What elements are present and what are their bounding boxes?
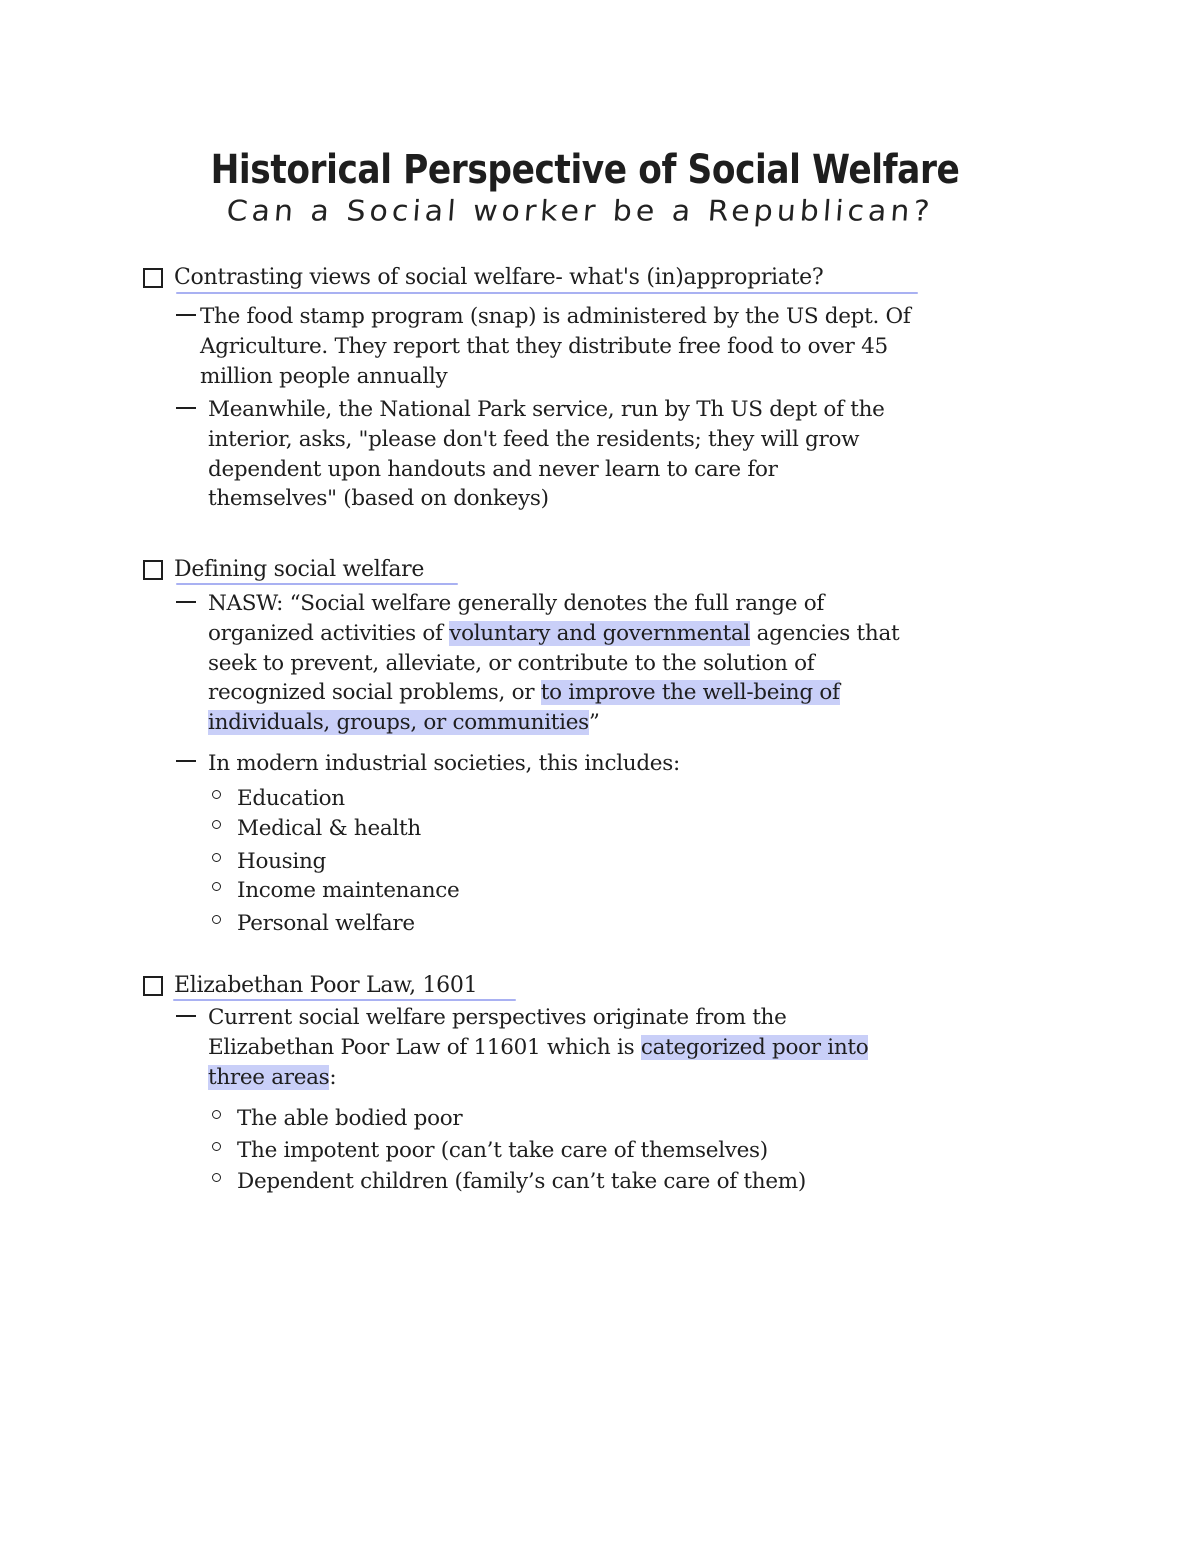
circle-bullet [212, 915, 221, 924]
paragraph-national-park [208, 395, 885, 514]
circle-bullet [212, 790, 221, 799]
text-line: Meanwhile, the National Park service, run by Th US dept of the [208, 397, 885, 422]
dash-bullet [176, 1015, 196, 1017]
section-checkbox[interactable] [143, 560, 163, 580]
text-line: themselves" (based on donkeys) [208, 486, 549, 512]
circle-bullet [212, 853, 221, 862]
list-item [212, 788, 345, 810]
text-line: The food stamp program (snap) is administered by the US dept. Of [200, 304, 911, 329]
text-line [208, 1033, 868, 1063]
list-item-text: Education [237, 786, 345, 811]
circle-bullet [212, 820, 221, 829]
list-item [212, 1171, 806, 1193]
section-contrasting-views [143, 267, 823, 289]
circle-bullet [212, 1110, 221, 1119]
text-line: Agriculture. They report that they distribute free food to over 45 [200, 333, 888, 359]
dash-bullet [176, 407, 196, 409]
section-heading: Contrasting views of social welfare- what's (in)appropriate? [174, 265, 824, 290]
list-item [212, 1140, 768, 1162]
dash-bullet [176, 760, 196, 762]
text-segment: : [329, 1064, 337, 1090]
circle-bullet [212, 882, 221, 891]
text-segment: agencies that [750, 620, 900, 646]
highlighted-text: three areas [208, 1064, 330, 1090]
list-item [212, 880, 459, 902]
text-line: In modern industrial societies, this includes: [208, 751, 680, 776]
text-line [208, 708, 899, 738]
section-defining-social-welfare [143, 559, 424, 581]
text-line [208, 678, 899, 708]
list-item [212, 913, 415, 935]
text-segment: organized activities of [208, 620, 450, 646]
heading-underline [173, 999, 516, 1001]
highlighted-text: to improve the well-being of [540, 680, 840, 706]
heading-underline [176, 583, 458, 585]
paragraph-nasw-definition [208, 589, 899, 738]
text-segment: ” [588, 710, 600, 736]
text-line: dependent upon handouts and never learn to care for [208, 456, 778, 482]
list-item-text: The able bodied poor [237, 1106, 463, 1131]
text-line: NASW: “Social welfare generally denotes the full range of [208, 591, 824, 616]
list-item [212, 851, 326, 873]
text-line: million people annually [200, 363, 448, 389]
list-item-text: Medical & health [237, 816, 421, 841]
list-item [212, 1108, 462, 1130]
dash-bullet [176, 601, 196, 603]
highlighted-text: categorized poor into [640, 1034, 869, 1060]
section-checkbox[interactable] [143, 976, 163, 996]
list-item [212, 818, 421, 840]
paragraph-food-stamp [200, 302, 911, 391]
section-heading: Elizabethan Poor Law, 1601 [174, 973, 478, 998]
paragraph-poor-law [208, 1003, 868, 1092]
page-title: Historical Perspective of Social Welfare [210, 147, 960, 193]
heading-underline [176, 292, 918, 294]
highlighted-text: individuals, groups, or communities [208, 710, 589, 736]
text-line: seek to prevent, alleviate, or contribute to the solution of [208, 650, 815, 676]
text-line [208, 1063, 868, 1093]
text-line: Current social welfare perspectives originate from the [208, 1005, 787, 1030]
text-segment: Elizabethan Poor Law of 11601 which is [208, 1034, 641, 1060]
text-line: interior, asks, "please don't feed the residents; they will grow [208, 426, 860, 452]
section-checkbox[interactable] [143, 268, 163, 288]
section-elizabethan-poor-law [143, 975, 477, 997]
circle-bullet [212, 1173, 221, 1182]
text-segment: recognized social problems, or [208, 680, 541, 706]
list-item-text: Dependent children (family’s can’t take care of them) [237, 1169, 806, 1194]
list-item-text: Income maintenance [237, 878, 460, 903]
list-item-text: Personal welfare [237, 911, 415, 936]
page-subtitle: Can a Social worker be a Republican? [225, 194, 935, 229]
highlighted-text: voluntary and governmental [449, 620, 751, 646]
circle-bullet [212, 1142, 221, 1151]
text-line [208, 619, 899, 649]
list-item-text: The impotent poor (can’t take care of themselves) [237, 1138, 768, 1163]
section-heading: Defining social welfare [174, 557, 425, 582]
dash-bullet [176, 314, 196, 316]
list-item-text: Housing [237, 849, 326, 874]
paragraph-modern-societies [208, 749, 680, 779]
